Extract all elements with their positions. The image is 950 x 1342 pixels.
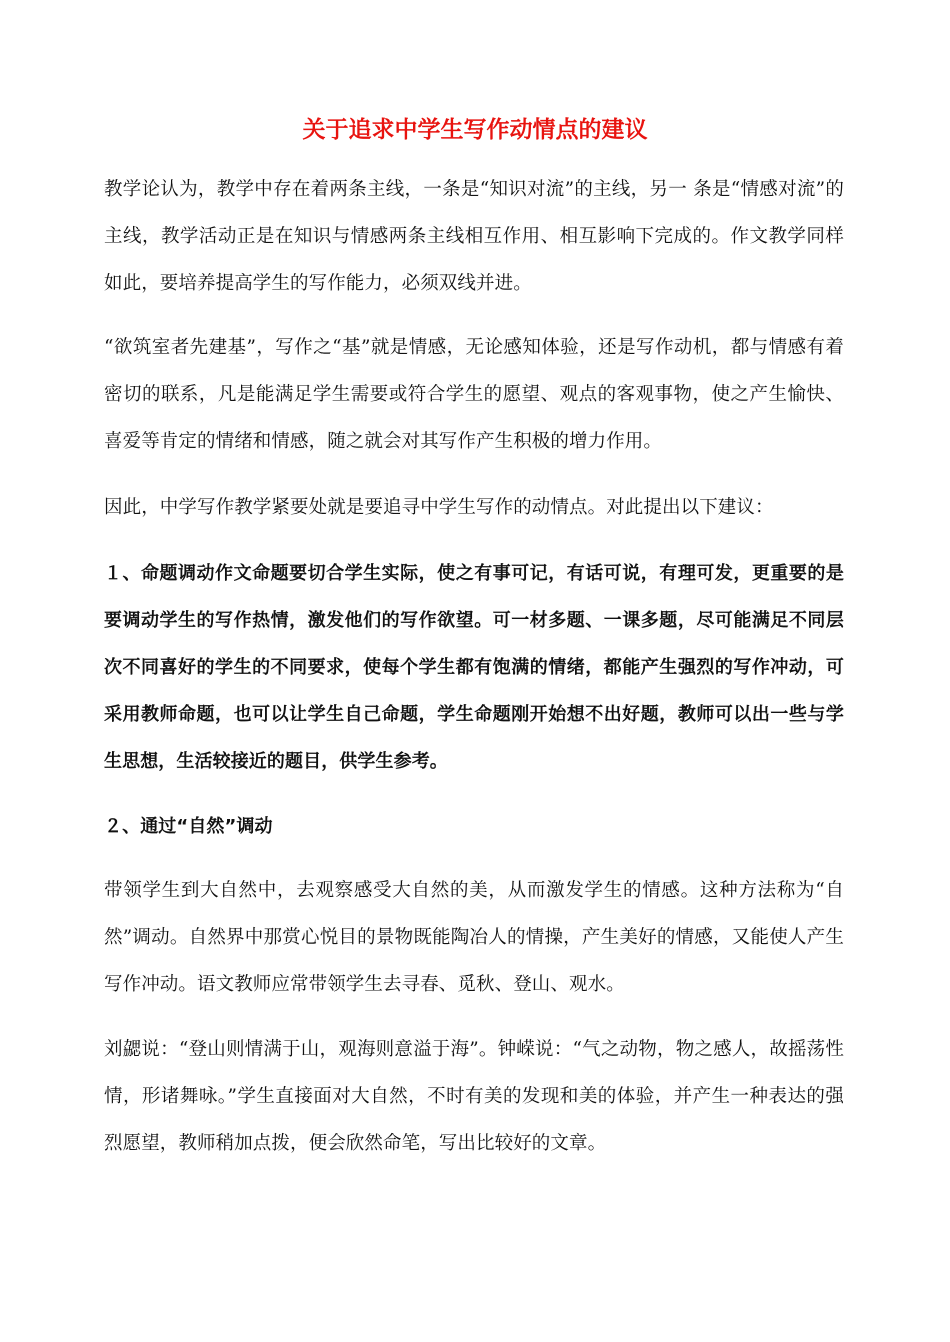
paragraph-quotes: 刘勰说：“登山则情满于山，观海则意溢于海”。钟嵘说：“气之动物，物之感人，故摇荡性情，形诸舞咏。”学生直接面对大自然，不时有美的发现和美的体验，并产生一种表达的强烈愿望，教师稍加点拨，便会欣然命笔，写出比较好的文章。 bbox=[104, 1039, 844, 1154]
heading-suggestion-2: ２、通过“自然”调动 bbox=[104, 816, 273, 837]
paragraph-foundation: “欲筑室者先建基”，写作之“基”就是情感，无论感知体验，还是写作动机，都与情感有着密切的联系，凡是能满足学生需要或符合学生的愿望、观点的客观事物，使之产生愉快、喜爱等肯定的情绪和情感，随之就会对其写作产生积极的增力作用。 bbox=[104, 337, 844, 452]
paragraph-transition: 因此，中学写作教学紧要处就是要追寻中学生写作的动情点。对此提出以下建议： bbox=[104, 497, 774, 518]
paragraph-intro: 教学论认为，教学中存在着两条主线，一条是“知识对流”的主线，另一 条是“情感对流”的主线，教学活动正是在知识与情感两条主线相互作用、相互影响下完成的。作文教学同样如此，要培养提高学生的写作能力，必须双线并进。 bbox=[104, 179, 844, 294]
document-title: 关于追求中学生写作动情点的建议 bbox=[302, 117, 648, 143]
paragraph-suggestion-1: １、命题调动作文命题要切合学生实际，使之有事可记，有话可说，有理可发，更重要的是要调动学生的写作热情，激发他们的写作欲望。可一材多题、一课多题，尽可能满足不同层次不同喜好的学生的不同要求，使每个学生都有饱满的情绪，都能产生强烈的写作冲动，可采用教师命题，也可以让学生自己命题，学生命题刚开始想不出好题，教师可以出一些与学生思想，生活较接近的题目，供学生参考。 bbox=[104, 563, 844, 772]
paragraph-nature: 带领学生到大自然中，去观察感受大自然的美，从而激发学生的情感。这种方法称为“自然”调动。自然界中那赏心悦目的景物既能陶冶人的情操，产生美好的情感，又能使人产生写作冲动。语文教师应常带领学生去寻春、觅秋、登山、观水。 bbox=[104, 880, 844, 995]
